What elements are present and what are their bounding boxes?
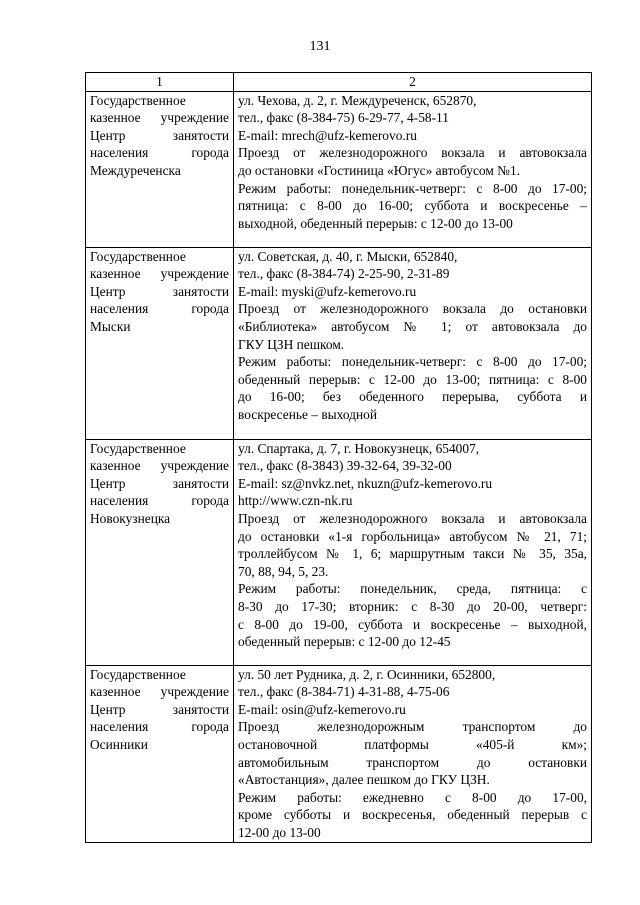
organization-cell xyxy=(86,439,234,665)
contact-info-cell xyxy=(234,91,592,247)
organization-line: Государственное xyxy=(90,92,186,108)
schedule-line: Режим работы: понедельник-четверг: с 8-00 до 17-00; xyxy=(238,180,587,196)
schedule-line: 8-30 до 17-30; вторник: с 8-30 до 20-00, четверг: xyxy=(238,598,587,614)
employment-centers-table xyxy=(85,72,592,843)
organization-line: Государственное xyxy=(90,440,186,456)
organization-line: казенное учреждение xyxy=(90,684,229,700)
schedule-line: пятница: с 8-00 до 16-00; суббота и воскресенье – xyxy=(238,198,587,214)
phone-line: тел., факс (8-384-71) 4-31-88, 4-75-06 xyxy=(238,684,450,700)
contact-info-cell xyxy=(234,247,592,439)
organization-cell xyxy=(86,91,234,247)
address-line: ул. 50 лет Рудника, д. 2, г. Осинники, 652800, xyxy=(238,666,496,682)
organization-line: казенное учреждение xyxy=(90,266,229,282)
schedule-line: до 16-00; без обеденного перерыва, суббота и xyxy=(238,389,587,405)
directions-line: «Автостанция», далее пешком до ГКУ ЦЗН. xyxy=(238,772,490,788)
schedule-line: обеденный перерыв: с 12-00 до 12-45 xyxy=(238,634,451,650)
organization-line: Центр занятости xyxy=(90,701,229,717)
table-row xyxy=(86,91,592,247)
email-line: E-mail: sz@nvkz.net, nkuzn@ufz-kemerovo.ru xyxy=(238,475,493,491)
organization-line: населения города xyxy=(90,493,229,509)
schedule-line: Режим работы: понедельник-четверг: с 8-00 до 17-00; xyxy=(238,354,587,370)
directions-line: до остановки «Гостиница «Югус» автобусом №1. xyxy=(238,162,520,178)
directions-line: Проезд от железнодорожного вокзала и автовокзала xyxy=(238,145,587,161)
organization-line: казенное учреждение xyxy=(90,110,229,126)
website-line: http://www.czn-nk.ru xyxy=(238,493,353,509)
organization-line: Центр занятости xyxy=(90,475,229,491)
organization-cell xyxy=(86,247,234,439)
phone-line: тел., факс (8-384-75) 6-29-77, 4-58-11 xyxy=(238,110,449,126)
directions-line: 70, 88, 94, 5, 23. xyxy=(238,563,329,579)
organization-line: Осинники xyxy=(90,736,148,752)
organization-line: Мыски xyxy=(90,318,131,334)
address-line: ул. Чехова, д. 2, г. Междуреченск, 652870, xyxy=(238,92,477,108)
table-row xyxy=(86,439,592,665)
directions-line: «Библиотека» автобусом № 1; от автовокзала до xyxy=(238,318,587,334)
directions-line: автомобильным транспортом до остановки xyxy=(238,754,587,770)
table-header-row xyxy=(86,73,592,92)
column-header-1: 1 xyxy=(86,73,234,92)
schedule-line: обеденный перерыв: с 12-00 до 13-00; пятница: с 8-00 xyxy=(238,371,587,387)
column-header-2: 2 xyxy=(234,73,592,92)
directions-line: Проезд от железнодорожного вокзала и автовокзала xyxy=(238,510,587,526)
organization-line: населения города xyxy=(90,301,229,317)
phone-line: тел., факс (8-384-74) 2-25-90, 2-31-89 xyxy=(238,266,450,282)
schedule-line: Режим работы: ежедневно с 8-00 до 17-00, xyxy=(238,789,587,805)
organization-line: Междуреченска xyxy=(90,162,181,178)
schedule-line: кроме субботы и воскресенья, обеденный перерыв с xyxy=(238,807,587,823)
organization-line: населения города xyxy=(90,145,229,161)
organization-line: Государственное xyxy=(90,666,186,682)
organization-line: населения города xyxy=(90,719,229,735)
directions-line: Проезд железнодорожным транспортом до xyxy=(238,719,587,735)
phone-line: тел., факс (8-3843) 39-32-64, 39-32-00 xyxy=(238,458,452,474)
table-row xyxy=(86,247,592,439)
schedule-line: с 8-00 до 19-00, суббота и воскресенье – выходной, xyxy=(238,616,587,632)
schedule-line: Режим работы: понедельник, среда, пятница: с xyxy=(238,581,587,597)
table-row xyxy=(86,665,592,842)
schedule-line: выходной, обеденный перерыв: с 12-00 до 13-00 xyxy=(238,215,513,231)
contact-info-cell xyxy=(234,439,592,665)
schedule-line: воскресенье – выходной xyxy=(238,406,377,422)
schedule-line: 12-00 до 13-00 xyxy=(238,824,321,840)
directions-line: троллейбусом № 1, 6; маршрутным такси № 35, 35а, xyxy=(238,546,587,562)
organization-line: Государственное xyxy=(90,248,186,264)
directions-line: Проезд от железнодорожного вокзала до остановки xyxy=(238,301,587,317)
email-line: E-mail: mrech@ufz-kemerovo.ru xyxy=(238,127,417,143)
organization-cell xyxy=(86,665,234,842)
contact-info-cell xyxy=(234,665,592,842)
address-line: ул. Спартака, д. 7, г. Новокузнецк, 654007, xyxy=(238,440,480,456)
email-line: E-mail: myski@ufz-kemerovo.ru xyxy=(238,283,417,299)
email-line: E-mail: osin@ufz-kemerovo.ru xyxy=(238,701,406,717)
organization-line: казенное учреждение xyxy=(90,458,229,474)
address-line: ул. Советская, д. 40, г. Мыски, 652840, xyxy=(238,248,458,264)
organization-line: Центр занятости xyxy=(90,283,229,299)
organization-line: Центр занятости xyxy=(90,127,229,143)
directions-line: до остановки «1-я горбольница» автобусом № 21, 71; xyxy=(238,528,587,544)
directions-line: остановочной платформы «405-й км»; xyxy=(238,736,587,752)
page-number: 131 xyxy=(309,39,331,54)
organization-line: Новокузнецка xyxy=(90,510,171,526)
directions-line: ГКУ ЦЗН пешком. xyxy=(238,336,345,352)
